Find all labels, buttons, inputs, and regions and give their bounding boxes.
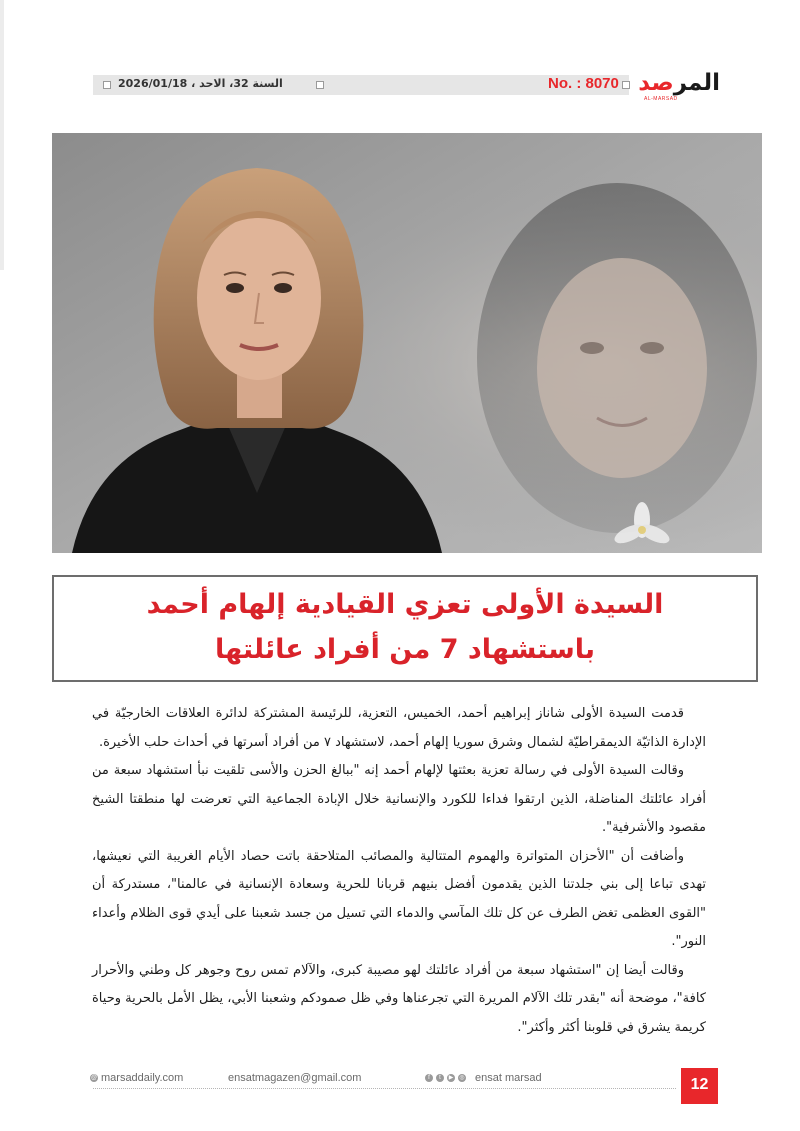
facebook-icon: f: [425, 1074, 433, 1082]
social-text: ensat marsad: [475, 1072, 542, 1084]
footer-divider: [93, 1088, 676, 1090]
header-square-icon: [316, 81, 324, 89]
article-paragraph: وقالت السيدة الأولى في رسالة تعزية بعثتها لإلهام أحمد إنه "ببالغ الحزن والأسى تلقيت نبأ استشهاد سبعة من أفراد عائلتك المناضلة، الذين ارتقوا فداءا للكورد والإنسانية خلال الإبادة الجماعية التي تعرضت لها منطقتا الشيخ مقصود والأشرفية".: [92, 763, 706, 835]
headline-line-1: السيدة الأولى تعزي القيادية إلهام أحمد: [146, 589, 664, 620]
website-text: marsaddaily.com: [101, 1072, 184, 1084]
footer-website-link[interactable]: [90, 1072, 183, 1084]
logo-latin-text: AL-MARSAD: [644, 96, 678, 102]
footer-social-link[interactable]: [425, 1072, 542, 1084]
issue-number: No. : 8070: [548, 75, 619, 92]
headline-box: [52, 575, 758, 682]
email-text: ensatmagazen@gmail.com: [228, 1072, 362, 1084]
logo-text: المرصد: [638, 70, 720, 96]
twitter-icon: t: [436, 1074, 444, 1082]
article-photo: [52, 133, 762, 553]
youtube-icon: ▶: [448, 1075, 454, 1081]
page-number-badge: [681, 1068, 718, 1104]
header-square-icon: [103, 81, 111, 89]
masthead-logo[interactable]: [640, 70, 720, 104]
header-square-icon: [622, 81, 630, 89]
issue-date: السنة 32، الاحد ، 2026/01/18: [118, 77, 283, 90]
footer-email-link[interactable]: [228, 1072, 361, 1084]
instagram-icon: ◎: [459, 1075, 465, 1081]
article-paragraph: قدمت السيدة الأولى شاناز إبراهيم أحمد، الخميس، التعزية، للرئيسة المشتركة لدائرة العلاقات الخارجيّة في الإدارة الذاتيّة الديمقراطيّة لشمال وشرق سوريا إلهام أحمد، لاستشهاد ٧ من أفراد أسرتها في أحداث حلب الأخيرة.: [92, 706, 706, 750]
globe-icon: @: [90, 1075, 98, 1081]
page-number: 12: [690, 1076, 709, 1093]
headline-line-2: باستشهاد 7 من أفراد عائلتها: [214, 634, 596, 665]
page-edge-mark: [0, 0, 4, 270]
article-paragraph: وقالت أيضا إن "استشهاد سبعة من أفراد عائلتك لهو مصيبة كبرى، والآلام تمس روح وجوهر كل وطني والأحرار كافة"، موضحة أنه "بقدر تلك الآلام المريرة التي تجرعناها وفي ظل صمودكم وشعبنا الأبي، يظل الأمل بالحرية وحياة كريمة يشرق في قلوبنا أكثر وأكثر".: [92, 962, 706, 1035]
article-body: [92, 700, 706, 1042]
article-paragraph: وأضافت أن "الأحزان المتواترة والهموم المتتالية والمصائب المتلاحقة باتت حصاد الأيام الغريبة التي نعيشها، تهدى تباعا إلى بني جلدتنا الذين يقدمون أفضل بنيهم قربانا للحرية وسعادة الإنسانية في عالمنا"، مستدركة أن "القوى العظمى تغض الطرف عن كل تلك المآسي والدماء التي تسيل من جسد شعبنا على أيدي قوى الظلام وأعداء النور".: [92, 848, 706, 949]
